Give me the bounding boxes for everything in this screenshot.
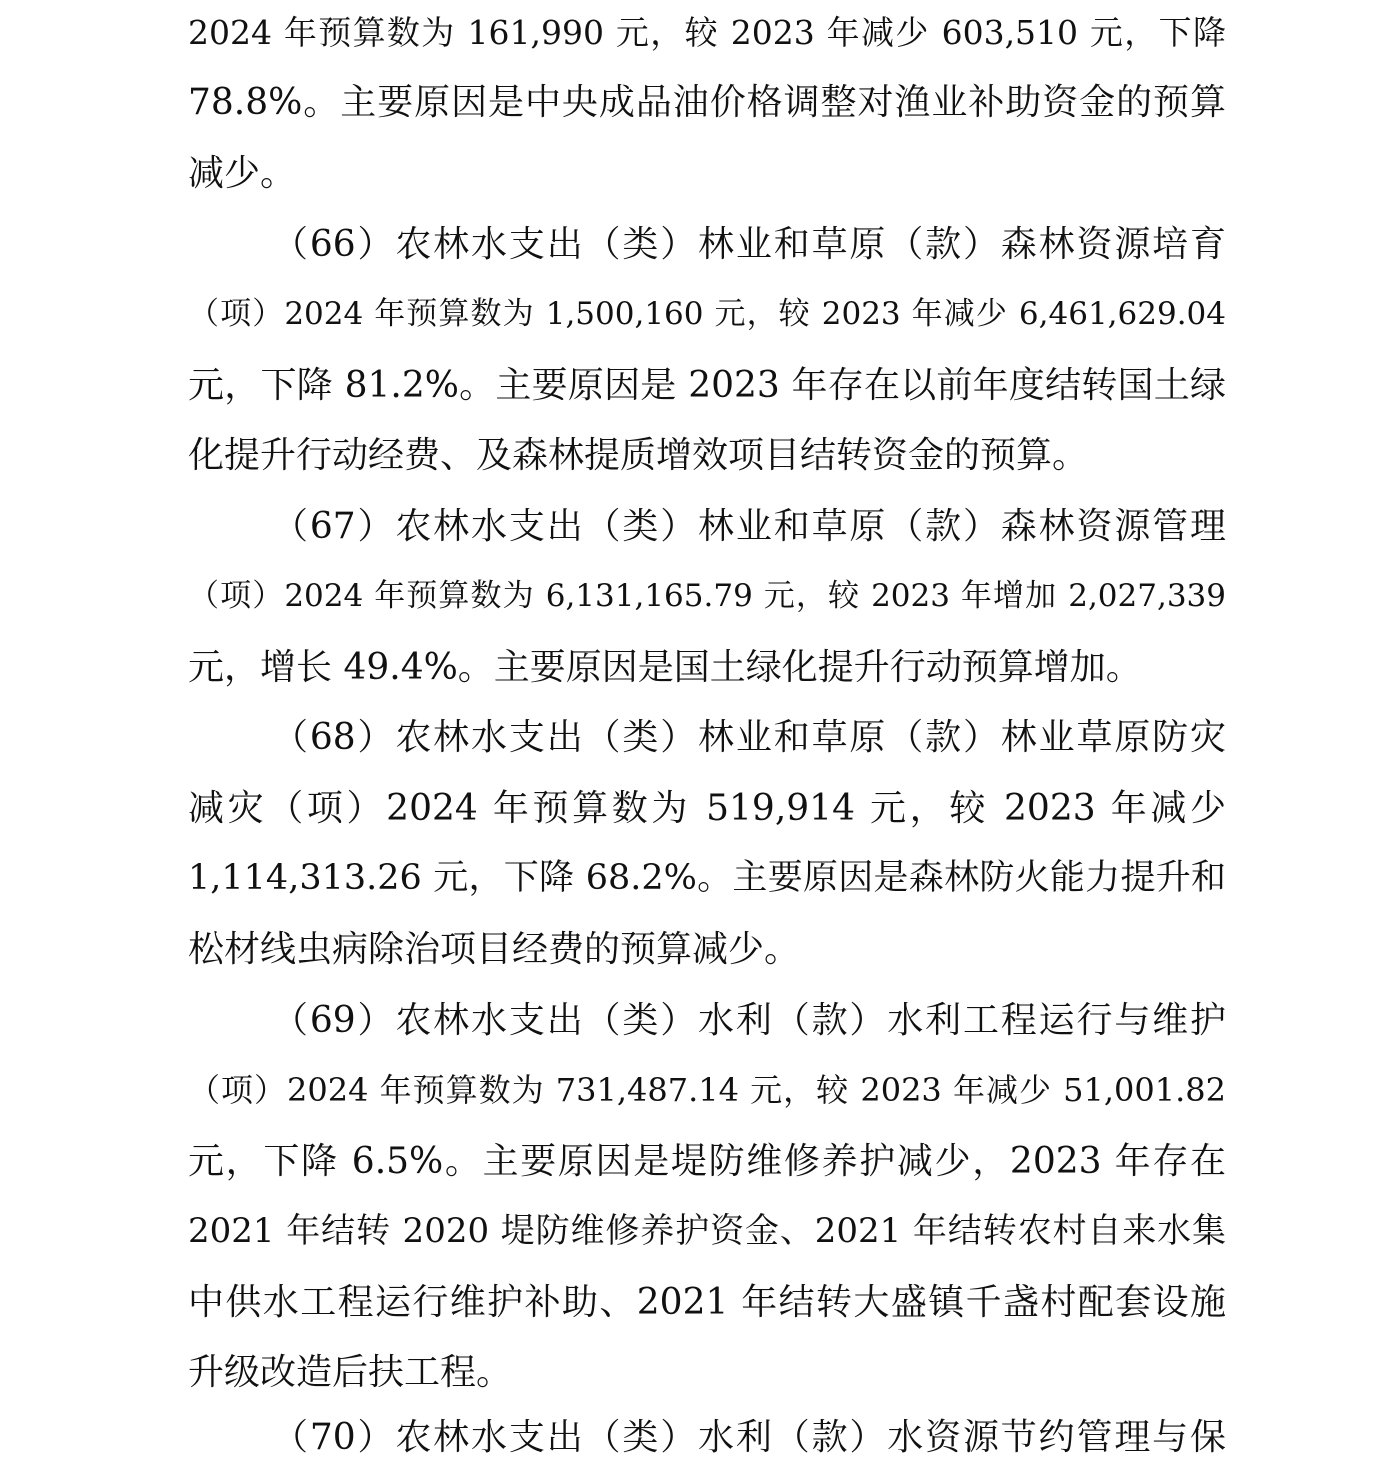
text-line: 松材线虫病除治项目经费的预算减少。 xyxy=(188,929,801,970)
text-line: （68）农林水支出（类）林业和草原（款）林业草原防灾 xyxy=(272,717,1226,758)
text-line: （70）农林水支出（类）水利（款）水资源节约管理与保 xyxy=(272,1417,1226,1458)
text-line: （项）2024 年预算数为 6,131,165.79 元，较 2023 年增加 2,027,339 xyxy=(188,578,1226,614)
text-line: 减少。 xyxy=(188,153,297,194)
text-line: 中供水工程运行维护补助、2021 年结转大盛镇千盏村配套设施 xyxy=(188,1282,1226,1323)
text-line: 78.8%。主要原因是中央成品油价格调整对渔业补助资金的预算 xyxy=(188,82,1226,123)
text-line: （69）农林水支出（类）水利（款）水利工程运行与维护 xyxy=(272,1000,1226,1041)
text-line: （项）2024 年预算数为 731,487.14 元，较 2023 年减少 51,001.82 xyxy=(188,1071,1226,1109)
text-line: 化提升行动经费、及森林提质增效项目结转资金的预算。 xyxy=(188,435,1089,476)
text-line: 2024 年预算数为 161,990 元，较 2023 年减少 603,510 元，下降 xyxy=(188,13,1226,52)
text-line: 元，增长 49.4%。主要原因是国土绿化提升行动预算增加。 xyxy=(188,647,1142,688)
text-line: 元，下降 81.2%。主要原因是 2023 年存在以前年度结转国土绿 xyxy=(188,365,1226,406)
text-line: 减灾（项）2024 年预算数为 519,914 元，较 2023 年减少 xyxy=(188,788,1226,829)
text-line: （67）农林水支出（类）林业和草原（款）森林资源管理 xyxy=(272,506,1226,547)
text-line: （项）2024 年预算数为 1,500,160 元，较 2023 年减少 6,461,629.04 xyxy=(188,296,1226,332)
text-line: 元，下降 6.5%。主要原因是堤防维修养护减少，2023 年存在 xyxy=(188,1141,1226,1182)
text-line: 升级改造后扶工程。 xyxy=(188,1352,513,1393)
text-line: 2021 年结转 2020 堤防维修养护资金、2021 年结转农村自来水集 xyxy=(188,1211,1226,1251)
text-line: （66）农林水支出（类）林业和草原（款）森林资源培育 xyxy=(272,224,1226,265)
text-line: 1,114,313.26 元，下降 68.2%。主要原因是森林防火能力提升和 xyxy=(188,858,1226,898)
